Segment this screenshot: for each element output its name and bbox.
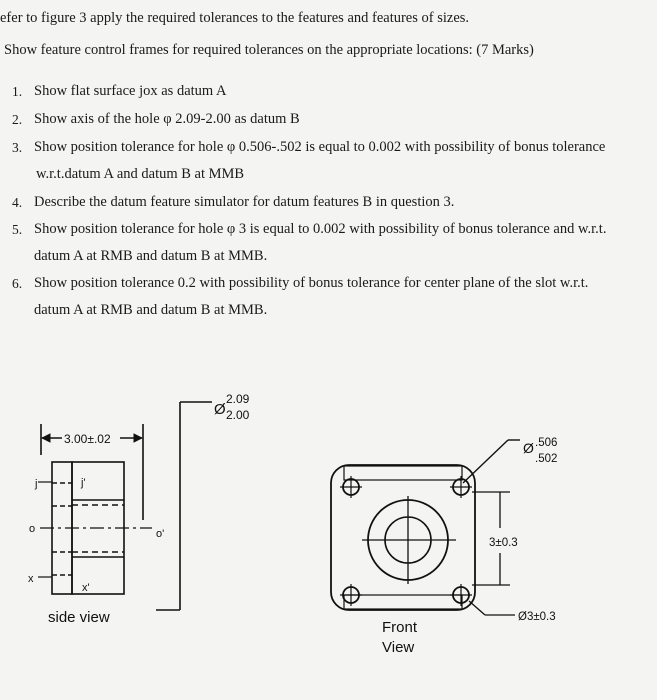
question-text: Describe the datum feature simulator for datum features B in question 3. — [34, 194, 455, 210]
question-number: 6. — [12, 276, 23, 291]
question-text: Show axis of the hole φ 2.09-2.00 as datum B — [34, 111, 300, 127]
corner-hole-top-right — [450, 476, 472, 498]
big-hole-upper-limit: 2.09 — [226, 392, 250, 406]
question-text: Show flat surface jox as datum A — [34, 83, 227, 99]
label-o: o — [29, 523, 36, 535]
label-j: j — [35, 478, 38, 490]
instruction-text: Show feature control frames for required tolerances on the appropriate locations: (7 Marks) — [4, 42, 534, 58]
slot-top — [344, 466, 462, 480]
width-dim-label: 3.00±.02 — [64, 432, 111, 446]
outer-hole-label: Ø3±0.3 — [518, 611, 556, 623]
question-text: Show position tolerance for hole φ 3 is equal to 0.002 with possibility of bonus tolerance and w.r.t. — [34, 221, 607, 237]
question-text: Show position tolerance 0.2 with possibility of bonus tolerance for center plane of the slot w.r.t. — [34, 275, 589, 291]
corner-hole-top-left — [340, 476, 362, 498]
question-text-continued: datum A at RMB and datum B at MMB. — [34, 248, 268, 264]
front-view-label-line2: View — [382, 639, 415, 656]
question-text: Show position tolerance for hole φ 0.506-.502 is equal to 0.002 with possibility of bonus tolerance — [34, 139, 606, 155]
label-j-prime: j' — [81, 477, 86, 489]
corner-hole-bottom-left — [340, 584, 362, 606]
small-hole-leader — [463, 440, 508, 483]
intro-text: efer to figure 3 apply the required tolerances to the features and features of sizes. — [0, 10, 470, 26]
front-view — [331, 440, 520, 615]
question-number: 4. — [12, 195, 23, 210]
big-hole-lower-limit: 2.00 — [226, 408, 250, 422]
slot-bottom — [344, 595, 462, 609]
question-number: 5. — [12, 222, 23, 237]
question-number: 3. — [12, 140, 23, 155]
small-hole-lower-limit: .502 — [535, 453, 558, 465]
outer-hole-leader — [469, 601, 485, 615]
label-x-prime: x' — [82, 582, 90, 594]
question-text-continued: w.r.t.datum A and datum B at MMB — [36, 166, 245, 182]
small-hole-upper-limit: .506 — [535, 437, 558, 449]
question-text-continued: datum A at RMB and datum B at MMB. — [34, 302, 268, 318]
question-number: 1. — [12, 84, 23, 99]
label-x: x — [28, 573, 34, 585]
label-o-prime: o' — [156, 528, 165, 540]
side-view-label: side view — [48, 609, 110, 626]
small-hole-diameter-symbol: Ø — [523, 440, 534, 456]
question-number: 2. — [12, 112, 23, 127]
front-view-label-line1: Front — [382, 619, 418, 636]
center-distance-label: 3±0.3 — [489, 537, 518, 549]
big-hole-diameter-symbol: Ø — [214, 401, 226, 418]
corner-hole-bottom-right — [450, 584, 472, 606]
